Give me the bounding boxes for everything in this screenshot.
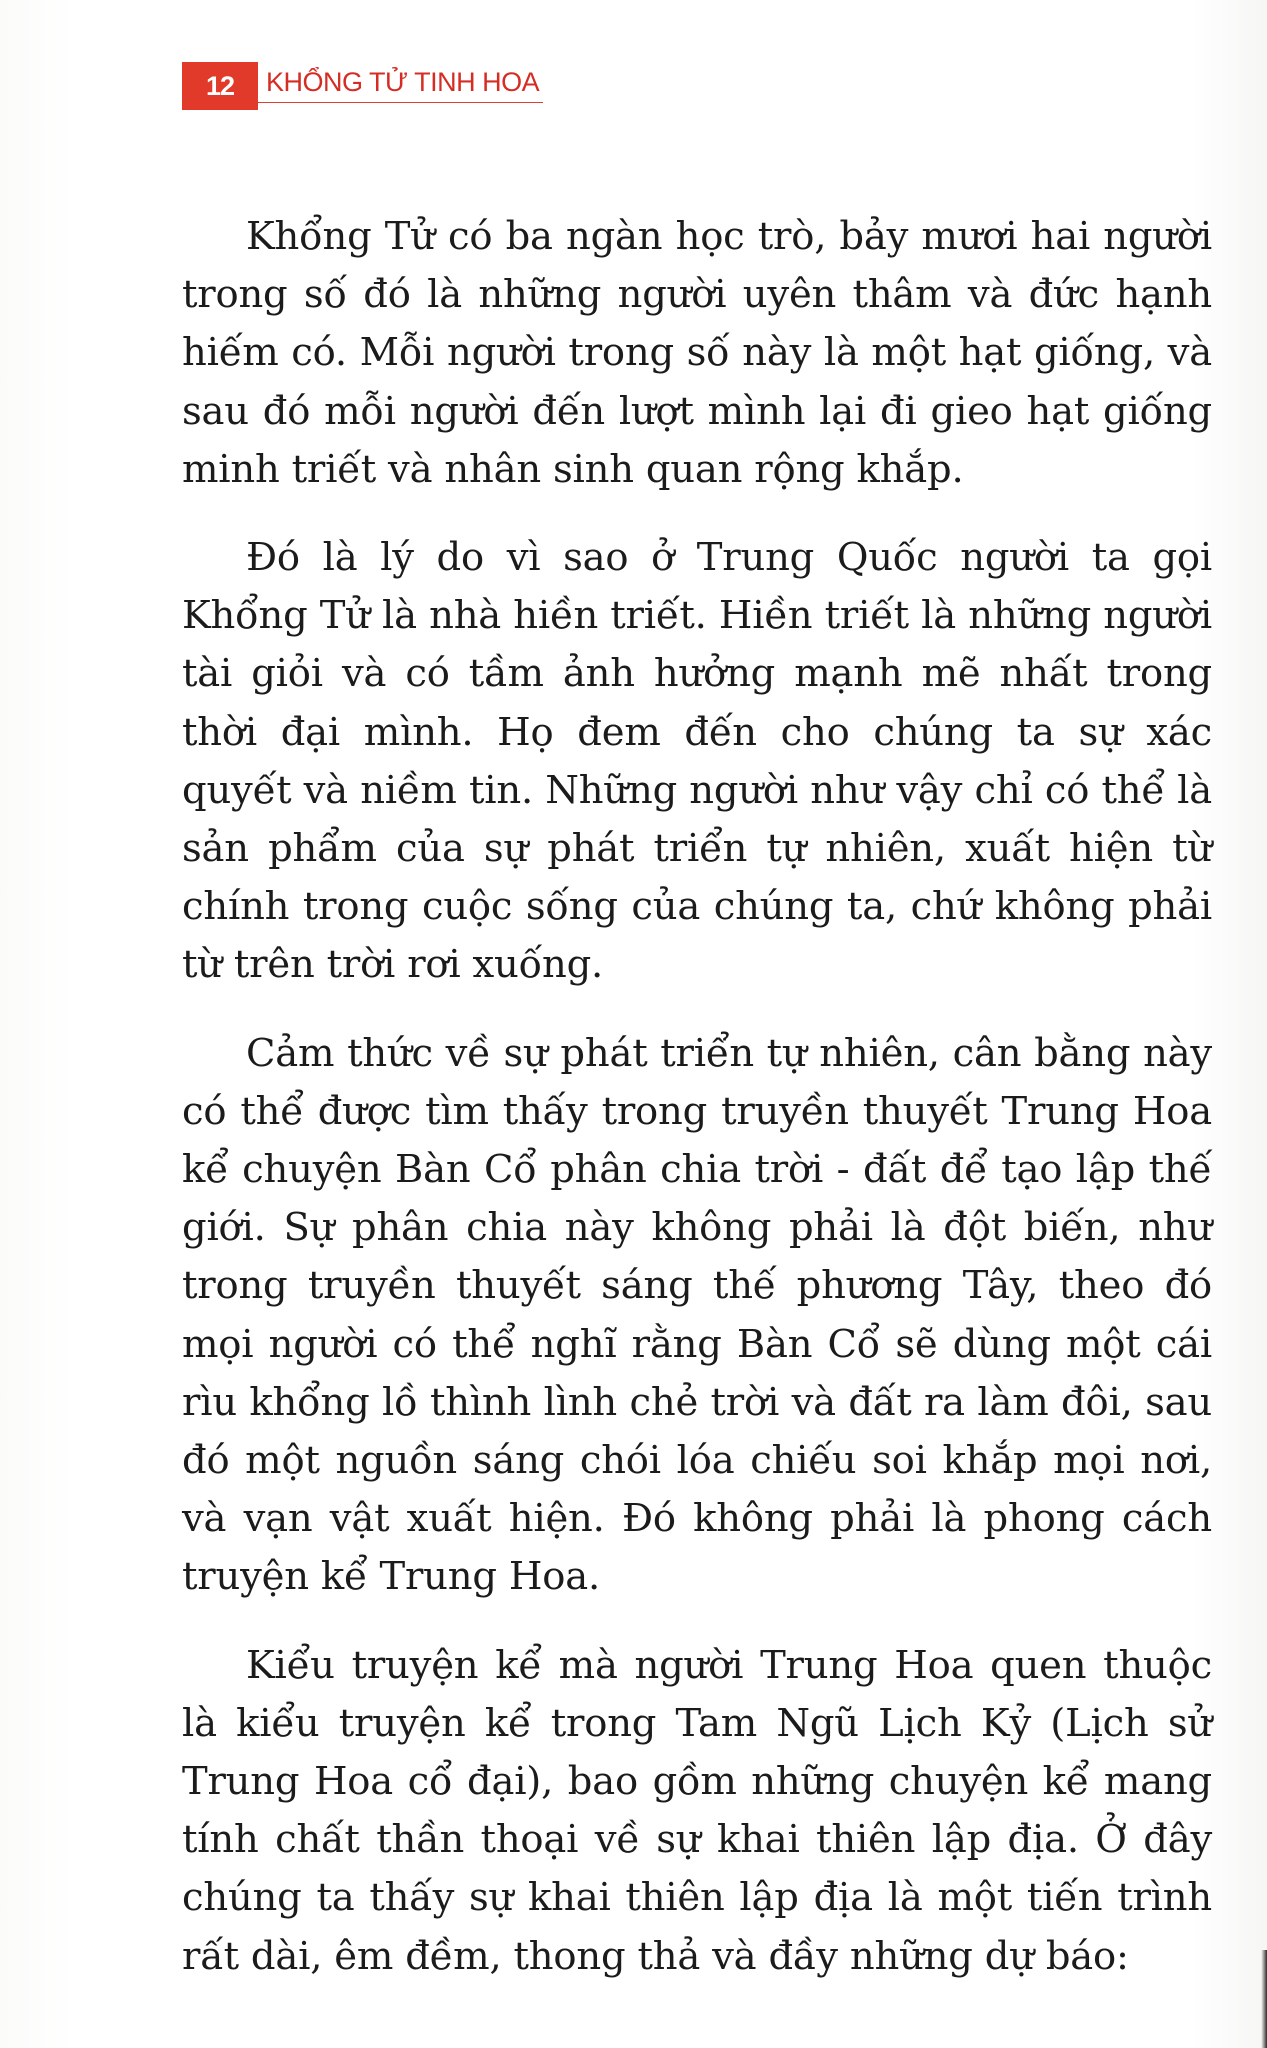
paragraph-3: Cảm thức về sự phát triển tự nhiên, cân bằng này có thể được tìm thấy trong truyền thuyết Trung Hoa kể chuyện Bàn Cổ phân chia trời - đất để tạo lập thế giới. Sự phân chia này không phải là đột biến, như trong truyền thuyết sáng thế phương Tây, theo đó mọi người có thể nghĩ rằng Bàn Cổ sẽ dùng một cái rìu khổng lồ thình lình chẻ trời và đất ra làm đôi, sau đó một nguồn sáng chói lóa chiếu soi khắp mọi nơi, và vạn vật xuất hiện. Đó không phải là phong cách truyện kể Trung Hoa. (182, 1030, 1212, 1600)
page-edge-shadow (1261, 1950, 1267, 2048)
paragraph-1: Khổng Tử có ba ngàn học trò, bảy mươi hai người trong số đó là những người uyên thâm và đức hạnh hiếm có. Mỗi người trong số này là một hạt giống, và sau đó mỗi người đến lượt mình lại đi gieo hạt giống minh triết và nhân sinh quan rộng khắp. (182, 214, 1212, 492)
paragraph-2: Đó là lý do vì sao ở Trung Quốc người ta gọi Khổng Tử là nhà hiền triết. Hiền triết là những người tài giỏi và có tầm ảnh hưởng mạnh mẽ nhất trong thời đại mình. Họ đem đến cho chúng ta sự xác quyết và niềm tin. Những người như vậy chỉ có thể là sản phẩm của sự phát triển tự nhiên, xuất hiện từ chính trong cuộc sống của chúng ta, chứ không phải từ trên trời rơi xuống. (182, 535, 1212, 988)
page-number: 12 (182, 62, 258, 110)
body-text (182, 208, 1212, 2016)
paragraph-4: Kiểu truyện kể mà người Trung Hoa quen thuộc là kiểu truyện kể trong Tam Ngũ Lịch Kỷ (Lịch sử Trung Hoa cổ đại), bao gồm những chuyện kể mang tính chất thần thoại về sự khai thiên lập địa. Ở đây chúng ta thấy sự khai thiên lập địa là một tiến trình rất dài, êm đềm, thong thả và đầy những dự báo: (182, 1642, 1212, 1979)
book-title: KHỔNG TỬ TINH HOA (258, 62, 543, 103)
running-header (182, 62, 543, 110)
